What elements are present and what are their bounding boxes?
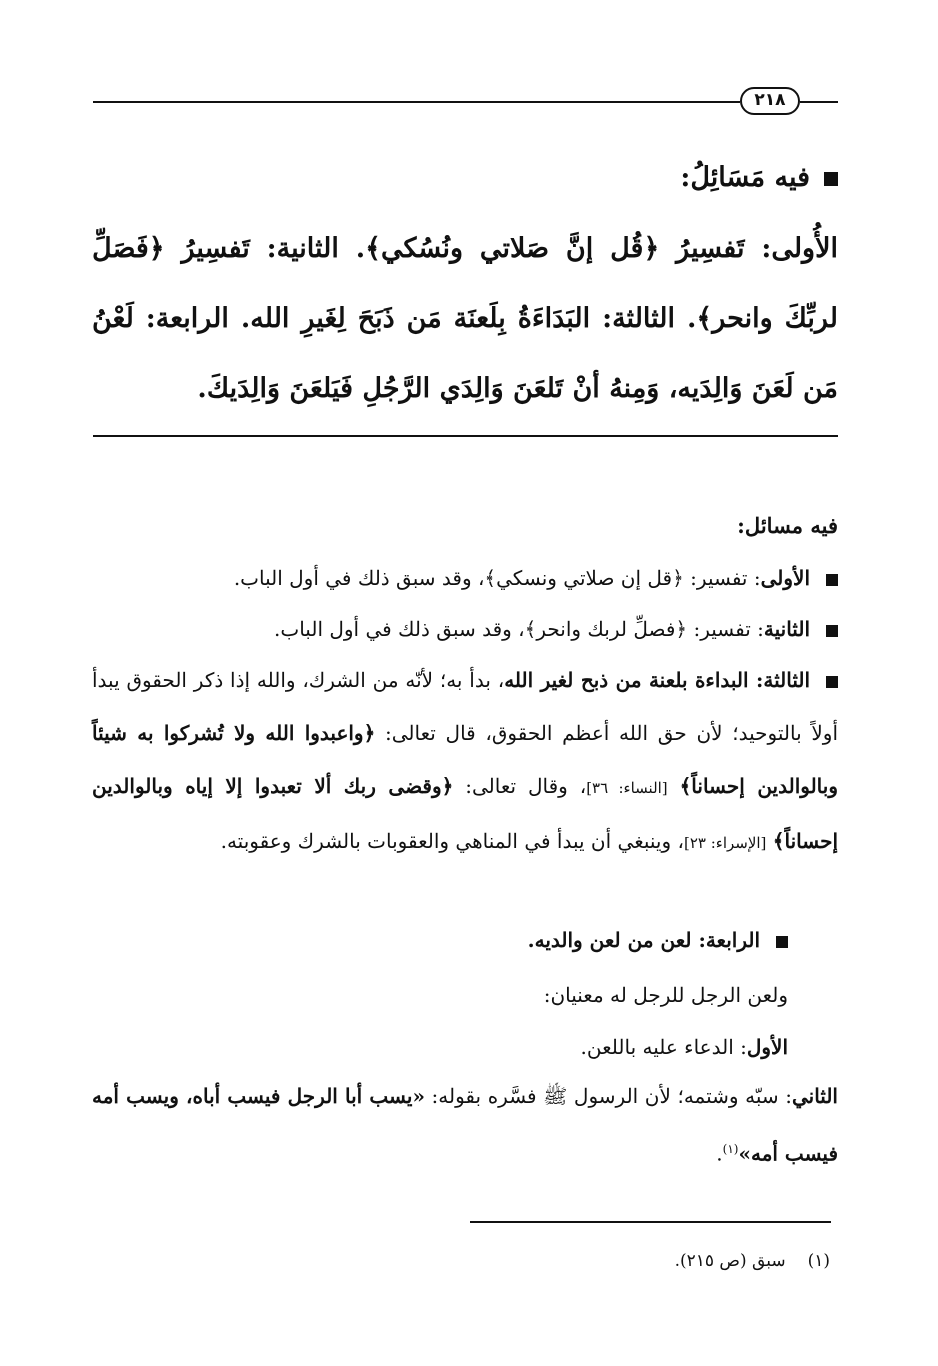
header-rule-left	[93, 101, 740, 103]
footnote-rule	[470, 1221, 831, 1223]
issue-first: الأولى: تفسير: ﴿قل إن صلاتي ونسكي﴾، وقد سبق ذلك في أول الباب.	[92, 558, 838, 598]
section-divider	[93, 435, 838, 437]
bullet-square-icon	[826, 625, 838, 637]
meaning-first: الأول: الدعاء عليه باللعن.	[580, 1035, 788, 1059]
sharh-heading: فيه مسائل:	[737, 513, 838, 538]
bullet-square-icon	[824, 172, 838, 186]
curse-meanings-intro: ولعن الرجل للرجل له معنيان:	[543, 983, 788, 1007]
page-number-badge: ٢١٨	[740, 87, 800, 115]
matn-heading: فيه مَسَائِلُ:	[438, 156, 838, 200]
footnote: (١)سبق (ص ٢١٥).	[674, 1251, 830, 1271]
issue-fourth: الرابعة: لعن من لعن والديه.	[92, 920, 838, 960]
bullet-square-icon	[776, 936, 788, 948]
matn-text: الأُولى: تَفسِيرُ ﴿قُل إنَّ صَلاتي ونُسُكي﴾. الثانية: تَفسِيرُ ﴿فَصَلِّ لربِّكَ وانحر﴾. الثالثة: البَدَاءَةُ بِلَعنَة مَن ذَبَحَ لِغَيرِ الله. الرابعة: لَعْنُ مَن لَعَنَ وَالِدَيه، وَمِنهُ أنْ تَلعَنَ وَالِدَي الرَّجُلِ فَيَلعَنَ وَالِدَيكَ.	[92, 233, 838, 404]
issue-second: الثانية: تفسير: ﴿فصلِّ لربك وانحر﴾، وقد سبق ذلك في أول الباب.	[92, 609, 838, 649]
issue-third: الثالثة: البداءة بلعنة من ذبح لغير الله، بدأ به؛ لأنّه من الشرك، والله إذا ذكر الحقوق يبدأ أولاً بالتوحيد؛ لأن حق الله أعظم الحقوق، قال تعالى: ﴿واعبدوا الله ولا تُشركوا به شيئاً وبالوالدين إحساناً﴾ [النساء: ٣٦]، وقال تعالى: ﴿وقضى ربك ألا تعبدوا إلا إياه وبالوالدين إحساناً﴾ [الإسراء: ٢٣]، وينبغي أن يبدأ في المناهي والعقوبات بالشرك وعقوبته.	[92, 668, 839, 853]
bullet-square-icon	[826, 676, 838, 688]
bullet-square-icon	[826, 574, 838, 586]
meaning-second: الثاني: سبّه وشتمه؛ لأن الرسول ﷺ فسَّره بقوله: «يسب أبا الرجل فيسب أباه، ويسب أمه فيسب أمه»$^{(١)}$.	[92, 1084, 838, 1166]
header-rule-right	[800, 101, 838, 103]
